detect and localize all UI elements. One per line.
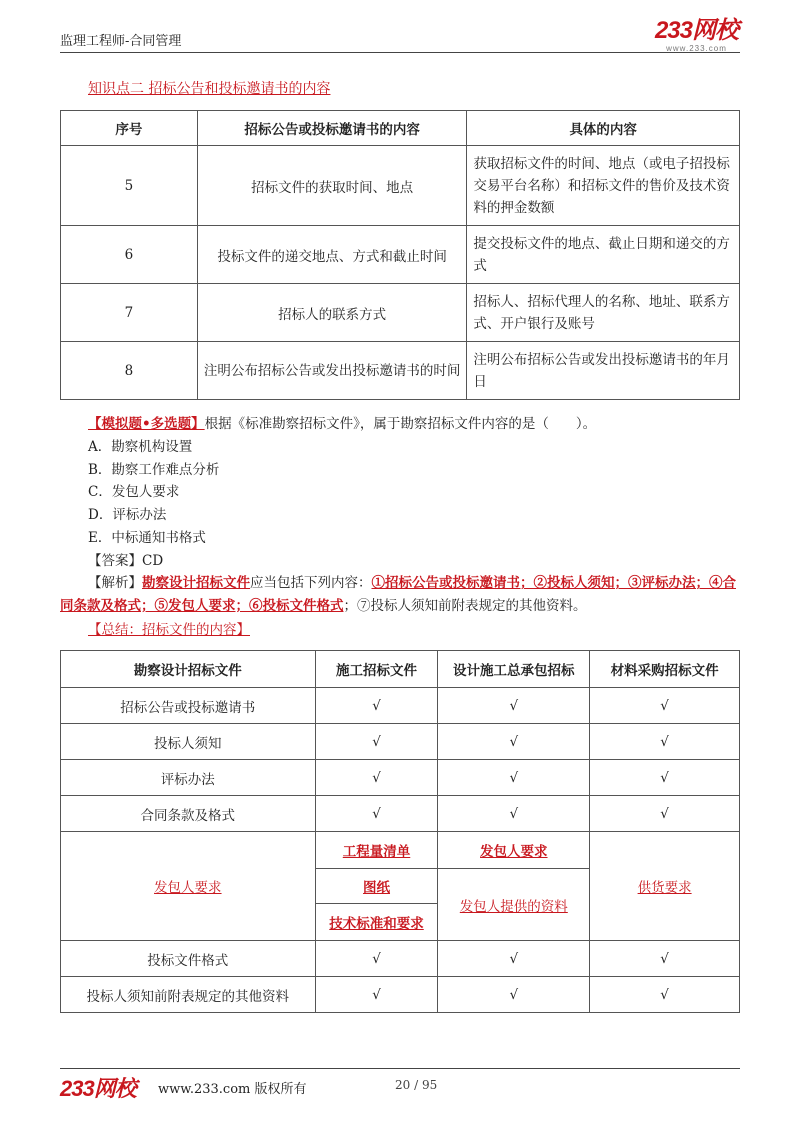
table-row [61,342,740,400]
check-mark: √ [590,796,740,832]
row-detail: 注明公布招标公告或发出投标邀请书的年月日 [467,342,740,400]
table-row [61,977,740,1013]
analysis-items: ①招标公告或投标邀请书；②投标人须知；③评标办法；④合同条款及格式；⑤发包人要求；⑥投标文件格式 [60,575,736,614]
check-mark: √ [438,688,590,724]
bill-of-quantities-cell: 工程量清单 [315,832,438,869]
table-row [61,688,740,724]
footer-logo: 233网校 [60,1076,136,1101]
row-number: 7 [61,284,198,342]
table-header-row [61,651,740,688]
logo-subtext: www.233.com [666,44,727,53]
technical-standards-cell: 技术标准和要求 [315,904,438,941]
row-label: 招标公告或投标邀请书 [61,688,316,724]
row-detail: 招标人、招标代理人的名称、地址、联系方式、开户银行及账号 [467,284,740,342]
row-label: 评标办法 [61,760,316,796]
check-mark: √ [590,941,740,977]
row-detail: 提交投标文件的地点、截止日期和递交的方式 [467,226,740,284]
header-cell: 材料采购招标文件 [590,651,740,688]
option-item: C．发包人要求 [88,484,180,501]
check-mark: √ [315,760,438,796]
table-row [61,941,740,977]
check-mark: √ [315,977,438,1013]
analysis-label: 【解析】 [88,575,142,591]
option-item: E．中标通知书格式 [88,529,206,546]
check-mark: √ [438,724,590,760]
employer-requirements-cell: 发包人要求 [61,832,316,941]
question-stem [88,413,596,436]
header-cell: 序号 [61,111,198,146]
row-item: 投标文件的递交地点、方式和截止时间 [197,226,467,284]
announcement-content-table [60,110,740,400]
row-number: 6 [61,226,198,284]
check-mark: √ [590,688,740,724]
question-block [88,413,596,573]
row-number: 5 [61,146,198,226]
header-cell: 勘察设计招标文件 [61,651,316,688]
analysis-subject: 勘察设计招标文件 [142,575,250,591]
answer-value: CD [142,552,164,569]
option-item: D．评标办法 [88,507,167,524]
question-tag: 【模拟题•多选题】 [88,416,205,432]
row-label: 投标人须知前附表规定的其他资料 [61,977,316,1013]
check-mark: √ [590,977,740,1013]
row-label: 合同条款及格式 [61,796,316,832]
table-row [61,724,740,760]
header-cell: 设计施工总承包招标 [438,651,590,688]
header-title: 监理工程师-合同管理 [60,34,182,49]
employer-provided-materials-cell: 发包人提供的资料 [438,869,590,941]
check-mark: √ [590,760,740,796]
logo-text: 233网校 [654,17,738,44]
check-mark: √ [315,941,438,977]
table-row [61,284,740,342]
check-mark: √ [315,688,438,724]
answer-label: 【答案】 [88,552,142,569]
table-row [61,146,740,226]
summary-title: 【总结：招标文件的内容】 [88,622,250,638]
row-detail: 获取招标文件的时间、地点（或电子招投标交易平台名称）和招标文件的售价及技术资料的押金数额 [467,146,740,226]
row-item: 注明公布招标公告或发出投标邀请书的时间 [197,342,467,400]
footer-divider [60,1068,740,1069]
table-header-row [61,111,740,146]
header-cell: 施工招标文件 [315,651,438,688]
supply-requirements-cell: 供货要求 [590,832,740,941]
analysis-mid: 应当包括下列内容： [250,575,372,591]
table-row [61,832,740,869]
check-mark: √ [438,941,590,977]
page-number: 20 / 95 [395,1078,438,1092]
row-label: 投标人须知 [61,724,316,760]
analysis-end: ；⑦投标人须知前附表规定的其他资料。 [343,597,587,614]
table-row [61,796,740,832]
analysis-paragraph [60,572,742,618]
footer-copyright: www.233.com 版权所有 [158,1082,307,1097]
brand-logo [655,18,738,53]
row-item: 招标文件的获取时间、地点 [197,146,467,226]
header-divider [60,52,740,53]
check-mark: √ [438,796,590,832]
bidding-docs-comparison-table [60,650,740,1013]
table-row [61,226,740,284]
employer-requirements-cell: 发包人要求 [438,832,590,869]
row-number: 8 [61,342,198,400]
header-cell: 招标公告或投标邀请书的内容 [197,111,467,146]
section-title: 知识点二 招标公告和投标邀请书的内容 [88,81,331,97]
option-item: A．勘察机构设置 [88,438,193,455]
option-item: B．勘察工作难点分析 [88,461,220,478]
check-mark: √ [438,977,590,1013]
answer-line [88,550,596,573]
check-mark: √ [315,796,438,832]
row-label: 投标文件格式 [61,941,316,977]
question-text: 根据《标准勘察招标文件》，属于勘察招标文件内容的是（ ）。 [204,416,597,432]
header-cell: 具体的内容 [467,111,740,146]
check-mark: √ [590,724,740,760]
check-mark: √ [315,724,438,760]
drawings-cell: 图纸 [315,869,438,904]
table-row [61,760,740,796]
row-item: 招标人的联系方式 [197,284,467,342]
check-mark: √ [438,760,590,796]
